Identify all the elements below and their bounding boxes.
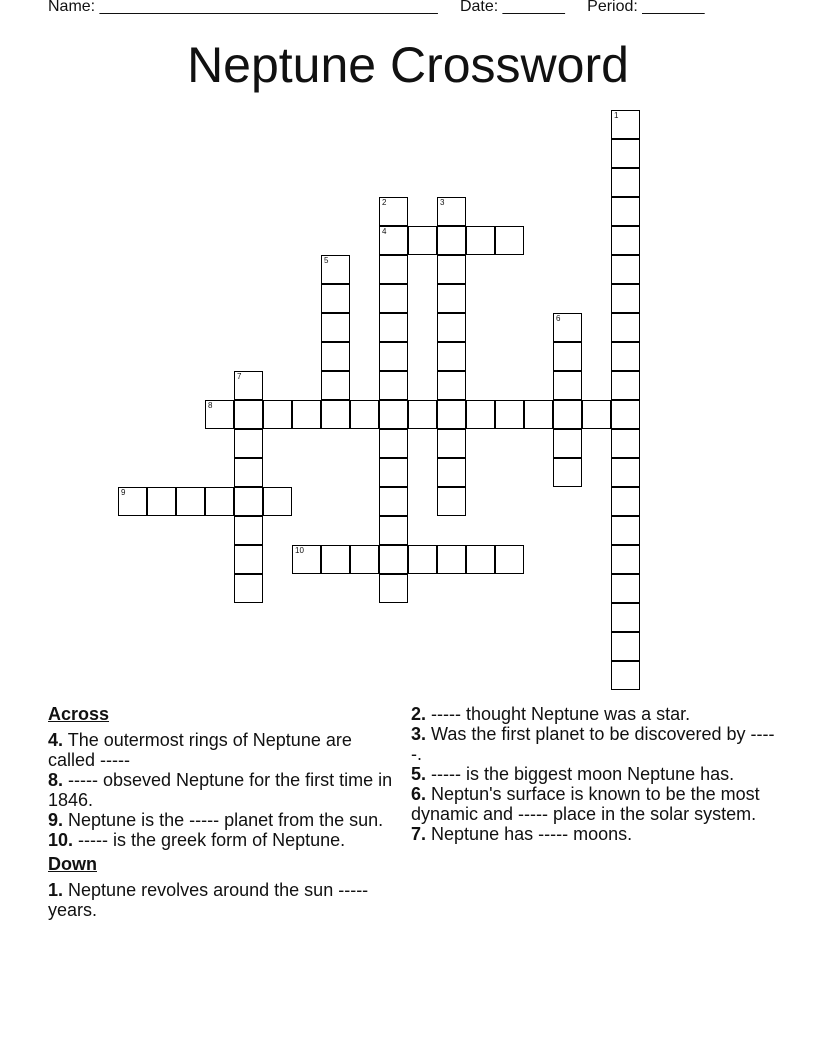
clue-text: Neptune has ----- moons. [431,824,633,844]
grid-cell[interactable] [234,487,263,516]
grid-cell[interactable] [466,226,495,255]
grid-cell[interactable] [437,371,466,400]
grid-cell[interactable] [437,400,466,429]
grid-cell[interactable] [379,197,408,226]
clue-down-1 [48,880,398,920]
grid-cell[interactable] [611,545,640,574]
grid-cell[interactable] [553,400,582,429]
clues-right-column [411,700,781,844]
clue-number: 9. [48,810,64,830]
clue-across-8 [48,770,398,810]
grid-cell[interactable] [611,284,640,313]
grid-cell[interactable] [379,226,408,255]
grid-cell[interactable] [611,632,640,661]
grid-cell[interactable] [553,313,582,342]
clue-text: Neptune revolves around the sun ----- years. [48,880,369,920]
clue-number: 5. [411,764,427,784]
grid-cell[interactable] [205,400,234,429]
grid-cell[interactable] [611,516,640,545]
grid-cell[interactable] [379,545,408,574]
grid-cell[interactable] [582,400,611,429]
grid-cell[interactable] [611,255,640,284]
clue-number: 7. [411,824,427,844]
grid-cell[interactable] [611,458,640,487]
grid-cell[interactable] [611,429,640,458]
grid-cell[interactable] [611,197,640,226]
grid-cell[interactable] [553,371,582,400]
grid-cell[interactable] [321,255,350,284]
student-info-line: Name: ______________________________________ Date: _______ Period: _______ [48,0,705,15]
grid-cell[interactable] [379,371,408,400]
down-heading: Down [48,854,97,874]
cell-number: 9 [121,488,126,497]
grid-cell[interactable] [553,429,582,458]
grid-cell[interactable] [321,371,350,400]
clue-down-3 [411,724,781,764]
grid-cell[interactable] [437,429,466,458]
clue-text: ----- is the greek form of Neptune. [78,830,346,850]
clue-number: 6. [411,784,427,804]
cell-number: 6 [556,314,561,323]
grid-cell[interactable] [408,545,437,574]
grid-cell[interactable] [611,603,640,632]
clue-number: 8. [48,770,64,790]
clue-number: 4. [48,730,64,750]
grid-cell[interactable] [379,516,408,545]
clue-number: 3. [411,724,427,744]
clue-number: 2. [411,704,427,724]
grid-cell[interactable] [611,661,640,690]
puzzle-title: Neptune Crossword [187,37,629,93]
grid-cell[interactable] [234,458,263,487]
grid-cell[interactable] [379,342,408,371]
clue-number: 10. [48,830,74,850]
grid-cell[interactable] [408,400,437,429]
cell-number: 5 [324,256,329,265]
grid-cell[interactable] [611,110,640,139]
grid-cell[interactable] [321,342,350,371]
grid-cell[interactable] [611,313,640,342]
grid-cell[interactable] [234,371,263,400]
grid-cell[interactable] [466,545,495,574]
grid-cell[interactable] [611,574,640,603]
grid-cell[interactable] [379,284,408,313]
grid-cell[interactable] [292,545,321,574]
grid-cell[interactable] [234,400,263,429]
grid-cell[interactable] [611,226,640,255]
grid-cell[interactable] [234,545,263,574]
grid-cell[interactable] [379,487,408,516]
grid-cell[interactable] [379,313,408,342]
clue-text: Neptune is the ----- planet from the sun. [68,810,384,830]
cell-number: 1 [614,111,619,120]
grid-cell[interactable] [379,458,408,487]
grid-cell[interactable] [466,400,495,429]
clue-text: ----- obseved Neptune for the first time in 1846. [48,770,393,810]
grid-cell[interactable] [611,487,640,516]
clue-number: 1. [48,880,64,900]
grid-cell[interactable] [379,574,408,603]
grid-cell[interactable] [147,487,176,516]
grid-cell[interactable] [495,400,524,429]
grid-cell[interactable] [437,545,466,574]
cell-number: 7 [237,372,242,381]
cell-number: 3 [440,198,445,207]
grid-cell[interactable] [176,487,205,516]
cell-number: 4 [382,227,387,236]
clue-text: The outermost rings of Neptune are called ----- [48,730,352,770]
grid-cell[interactable] [437,342,466,371]
grid-cell[interactable] [611,400,640,429]
grid-cell[interactable] [553,342,582,371]
clue-down-6 [411,784,781,824]
grid-cell[interactable] [495,545,524,574]
grid-cell[interactable] [321,545,350,574]
grid-cell[interactable] [437,284,466,313]
across-heading: Across [48,704,110,724]
grid-cell[interactable] [437,313,466,342]
grid-cell[interactable] [234,574,263,603]
grid-cell[interactable] [321,284,350,313]
clue-down-7 [411,824,781,844]
cell-number: 10 [295,546,304,555]
grid-cell[interactable] [437,255,466,284]
grid-cell[interactable] [611,139,640,168]
grid-cell[interactable] [234,429,263,458]
clue-text: ----- thought Neptune was a star. [431,704,691,724]
cell-number: 2 [382,198,387,207]
cell-number: 8 [208,401,213,410]
grid-cell[interactable] [437,487,466,516]
grid-cell[interactable] [611,168,640,197]
grid-cell[interactable] [321,400,350,429]
clue-across-9 [48,810,398,830]
grid-cell[interactable] [437,458,466,487]
clue-down-5 [411,764,781,784]
grid-cell[interactable] [118,487,147,516]
grid-cell[interactable] [350,545,379,574]
clue-across-10 [48,830,398,850]
grid-cell[interactable] [437,197,466,226]
clue-text: Neptun's surface is known to be the most dynamic and ----- place in the solar system. [411,784,760,824]
grid-cell[interactable] [495,226,524,255]
clue-text: ----- is the biggest moon Neptune has. [431,764,735,784]
grid-cell[interactable] [321,313,350,342]
grid-cell[interactable] [292,400,321,429]
grid-cell[interactable] [350,400,379,429]
grid-cell[interactable] [611,342,640,371]
grid-cell[interactable] [611,371,640,400]
grid-cell[interactable] [379,400,408,429]
clue-across-4 [48,730,398,770]
grid-cell[interactable] [408,226,437,255]
clues-left-column [48,700,398,920]
grid-cell[interactable] [379,429,408,458]
grid-cell[interactable] [524,400,553,429]
grid-cell[interactable] [437,226,466,255]
grid-cell[interactable] [379,255,408,284]
grid-cell[interactable] [553,458,582,487]
clue-down-2 [411,704,781,724]
grid-cell[interactable] [205,487,234,516]
grid-cell[interactable] [234,516,263,545]
grid-cell[interactable] [263,400,292,429]
clue-text: Was the first planet to be discovered by -----. [411,724,775,764]
grid-cell[interactable] [263,487,292,516]
